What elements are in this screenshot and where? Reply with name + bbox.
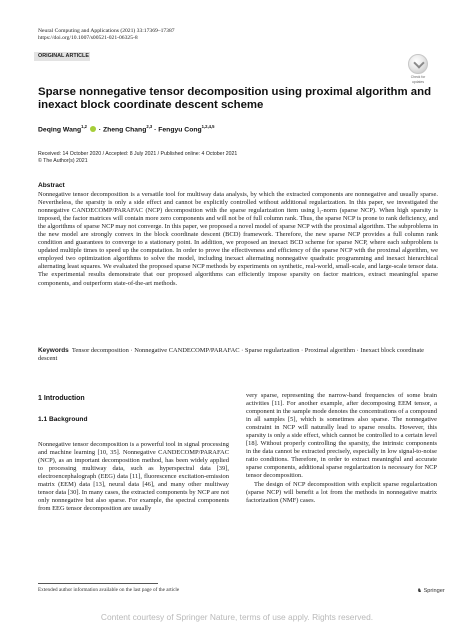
publication-dates — [38, 151, 237, 165]
orcid-icon[interactable] — [90, 126, 96, 132]
springer-horse-icon: ♞ — [417, 588, 423, 594]
author-separator: · — [152, 126, 159, 134]
author-name[interactable]: Deqing Wang — [38, 126, 82, 134]
article-type-badge: ORIGINAL ARTICLE — [34, 52, 90, 61]
doi-link[interactable]: https://doi.org/10.1007/s00521-021-06325-8 — [38, 35, 138, 41]
copyright-line: © The Author(s) 2021 — [38, 158, 88, 164]
author-list — [38, 124, 214, 133]
publisher-name: Springer — [423, 588, 445, 594]
keywords-text: Tensor decomposition · Nonnegative CANDECOMP/PARAFAC · Sparse regularization · Proximal algorithm · Inexact block coordinate descent — [38, 347, 425, 363]
author-affiliation: 2,3 — [146, 124, 153, 129]
author-name[interactable]: Fengyu Cong — [158, 126, 202, 134]
paragraph: very sparse, representing the narrow-band frequencies of some brain activities [11]. For another example, after decomposing EEM tensor, a component in the sample mode denotes the concentrations of a compound in all samples [5], which is sometimes also sparse. The nonnegative constraint in NCP will naturally lead to sparse results. However, this sparsity is only a side effect, which cannot be controlled to a certain level [18]. Without properly controlling the sparsity, the intrinsic components in the data cannot be extracted precisely, especially in low signal-to-noise ratio conditions. Therefore, in order to extract meaningful and accurate sparse components, additional sparse regularization is necessary for NCP tensor decomposition. — [246, 392, 437, 480]
footnote: Extended author information available on the last page of the article — [38, 587, 180, 593]
paper-title: Sparse nonnegative tensor decomposition using proximal algorithm and inexact block coordinate descent scheme — [38, 86, 432, 111]
check-updates-label-2: updates — [411, 80, 425, 84]
check-updates-icon — [408, 54, 428, 74]
abstract-heading: Abstract — [38, 182, 65, 189]
date-history: Received: 14 October 2020 / Accepted: 8 July 2021 / Published online: 4 October 2021 — [38, 151, 238, 157]
check-updates-label-1: Check for — [410, 75, 426, 79]
author-affiliation: 1,2 — [81, 124, 87, 129]
publisher-logo — [417, 588, 445, 594]
check-for-updates-button[interactable] — [403, 54, 433, 84]
paragraph: The design of NCP decomposition with explicit sparse regularization (sparse NCP) will benefit a lot from the methods in nonnegative matrix factorization (NMF) cases. — [246, 480, 437, 504]
courtesy-notice: Content courtesy of Springer Nature, terms of use apply. Rights reserved. — [100, 612, 374, 622]
keywords-label: Keywords — [38, 347, 69, 354]
journal-citation: Neural Computing and Applications (2021) 33:17369–17387 — [38, 28, 175, 34]
footnote-divider — [38, 583, 158, 584]
abstract-text: Nonnegative tensor decomposition is a versatile tool for multiway data analysis, by which the extracted components are nonnegative and usually sparse. Nevertheless, the sparsity is only a side effect and cannot be explicitly controlled without additional regularization. In this paper, we investigated the nonnegative CANDECOMP/PARAFAC (NCP) decomposition with the sparse regularization item using l₁-norm (sparse NCP). When high sparsity is imposed, the factor matrices will contain more zero components and will not be of full column rank. Thus, the sparse NCP is prone to rank deficiency, and the algorithms of sparse NCP may not converge. In this paper, we proposed a novel model of sparse NCP with the proximal algorithm. The subproblems in the new model are strongly convex in the block coordinate descent (BCD) framework. Therefore, the new sparse NCP provides a full column rank condition and guarantees to converge to a stationary point. In addition, we proposed an inexact BCD scheme for sparse NCP, where each subproblem is updated multiple times to speed up the computation. In order to prove the effectiveness and efficiency of the sparse NCP with the proximal algorithm, we employed two optimization algorithms to solve the model, including inexact alternating nonnegative quadratic programming and inexact hierarchical alternating least squares. We evaluated the proposed sparse NCP methods by experiments on synthetic, real-world, small-scale, and large-scale tensor data. The experimental results demonstrate that our proposed algorithms can efficiently impose sparsity on factor matrices, extract meaningful sparse components, and outperform state-of-the-art methods. — [38, 191, 438, 287]
author-name[interactable]: Zheng Chang — [102, 126, 147, 134]
subsection-heading-background: 1.1 Background — [38, 416, 88, 423]
body-text-right-column — [246, 392, 437, 505]
body-text-left-column: Nonnegative tensor decomposition is a powerful tool in signal processing and machine learning [10, 35]. Nonnegative CANDECOMP/PARAFAC (NCP), as an important decomposition method, has been widely applied to processing multiway data, such as hyperspectral data [39], electroencephalograph (EEG) data [11], fluorescence excitation-emission matrix (EEM) data [13], neural data [46], and many other multiway tensor data [30]. In many cases, the extracted components by NCP are not only nonnegative but also sparse. For example, the spectral components from EEG tensor decomposition are usually — [38, 441, 229, 513]
section-heading-introduction: 1 Introduction — [38, 395, 85, 402]
author-affiliation: 1,2,4,5 — [201, 124, 215, 129]
author-separator: · — [96, 126, 103, 134]
keywords — [38, 347, 438, 363]
